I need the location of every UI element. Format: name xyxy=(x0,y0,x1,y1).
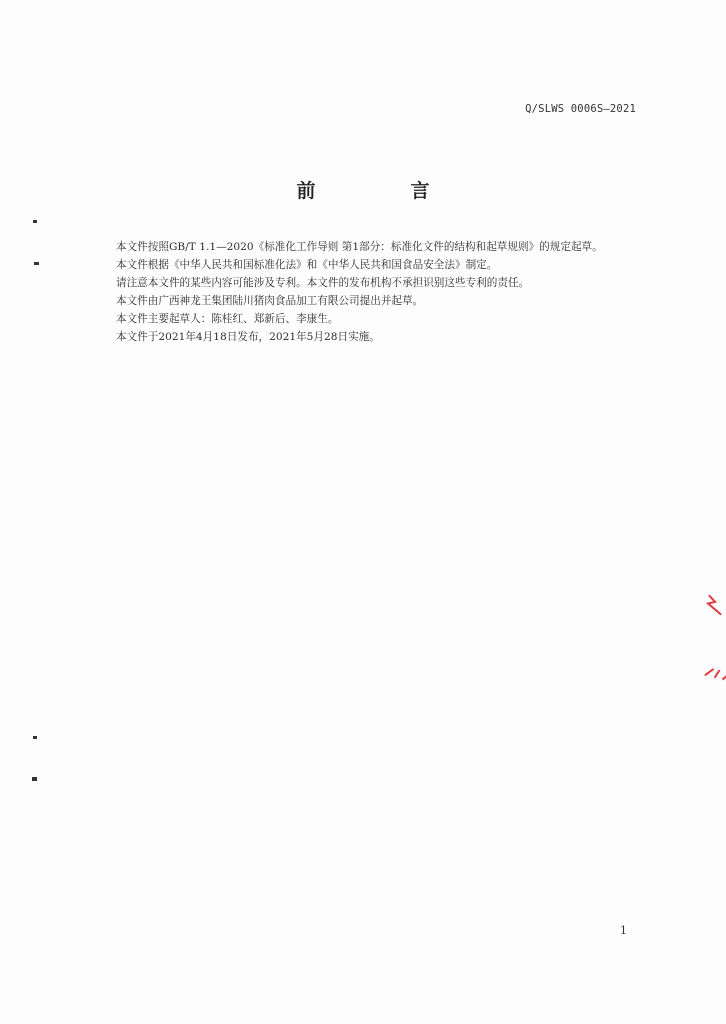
scan-mark xyxy=(34,262,39,265)
foreword-body xyxy=(95,238,641,346)
page-number: 1 xyxy=(620,924,627,937)
paragraph-patent-notice: 请注意本文件的某些内容可能涉及专利。本文件的发布机构不承担识别这些专利的责任。 xyxy=(116,277,530,289)
scan-mark xyxy=(33,736,37,739)
page-title: 前 言 xyxy=(296,180,468,202)
standard-code: Q/SLWS 0006S—2021 xyxy=(525,103,636,115)
paragraph-dates: 本文件于2021年4月18日发布，2021年5月28日实施。 xyxy=(116,331,380,343)
seal-fragment xyxy=(700,662,726,687)
paragraph-proposer: 本文件由广西神龙王集团陆川猪肉食品加工有限公司提出并起草。 xyxy=(116,295,424,307)
paragraph-drafters: 本文件主要起草人：陈桂红、郑新后、李康生。 xyxy=(116,313,339,325)
paragraph-legal-basis: 本文件根据《中华人民共和国标准化法》和《中华人民共和国食品安全法》制定。 xyxy=(116,259,498,271)
scan-mark xyxy=(33,220,37,223)
paragraph-drafting-rules: 本文件按照GB/T 1.1—2020《标准化工作导则 第1部分：标准化文件的结构和起草规则》的规定起草。 xyxy=(116,241,603,253)
scan-mark xyxy=(32,777,37,781)
seal-fragment xyxy=(702,593,726,617)
